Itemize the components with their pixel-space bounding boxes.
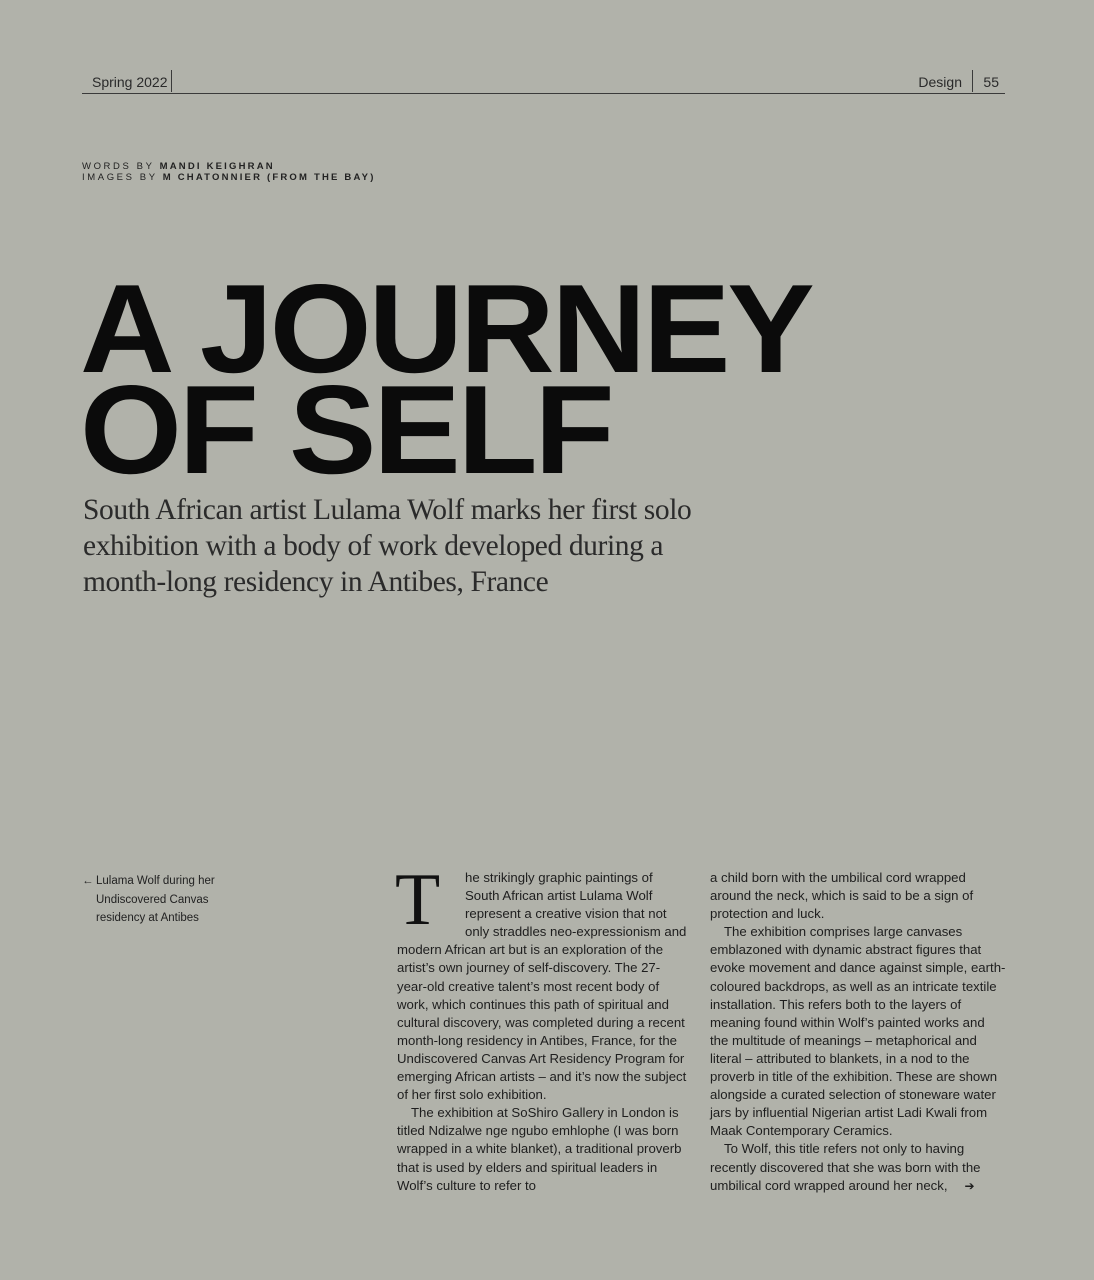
words-credit <box>82 161 376 172</box>
body-column-1 <box>395 859 689 1195</box>
paragraph-text: he strikingly graphic paintings of South African artist Lulama Wolf represent a creative vision that not only straddles neo-expressionism and modern African art but is an exploration of the artist’s own journey of self-discovery. The 27-year-old creative talent’s most recent body of work, which continues this path of spiritual and cultural discovery, was completed during a recent month-long residency in Antibes, France, for the Undiscovered Canvas Art Residency Program for emerging African artists – and it’s now the subject of her first solo exhibition. <box>397 870 687 1103</box>
article-headline <box>80 258 812 500</box>
drop-cap: T <box>395 859 441 941</box>
images-credit <box>82 172 376 183</box>
standfirst: South African artist Lulama Wolf marks her first solo exhibition with a body of work developed during a month-long residency in Antibes, France <box>83 494 692 598</box>
photo-caption <box>82 872 242 928</box>
images-author: M CHATONNIER (FROM THE BAY) <box>162 172 376 183</box>
byline <box>82 161 376 183</box>
header-divider <box>171 70 172 92</box>
words-prefix: WORDS BY <box>82 161 155 172</box>
body-paragraph <box>395 859 689 1104</box>
issue-label: Spring 2022 <box>92 74 168 90</box>
body-paragraph <box>710 1140 1006 1194</box>
body-paragraph: The exhibition at SoShiro Gallery in London is titled Ndizalwe nge ngubo emhlophe (I was born wrapped in a white blanket), a traditional proverb that is used by elders and spiritual leaders in Wolf’s culture to refer to <box>397 1105 682 1193</box>
headline-line-1: A JOURNEY <box>80 258 812 399</box>
body-paragraph: a child born with the umbilical cord wrapped around the neck, which is said to be a sign of protection and luck. <box>710 870 974 922</box>
body-column-2 <box>710 869 1006 1195</box>
continue-arrow-icon: ➔ <box>964 1178 975 1193</box>
caption-text: Lulama Wolf during her Undiscovered Canvas residency at Antibes <box>96 875 215 924</box>
section-label: Design <box>918 74 962 90</box>
page-number: 55 <box>983 74 999 90</box>
arrow-left-icon: ← <box>82 875 94 887</box>
words-author: MANDI KEIGHRAN <box>159 161 275 172</box>
paragraph-text: To Wolf, this title refers not only to having recently discovered that she was born with the umbilical cord wrapped around her neck, <box>710 1141 981 1193</box>
running-header <box>82 70 1005 94</box>
images-prefix: IMAGES BY <box>82 172 158 183</box>
header-divider <box>972 70 973 92</box>
body-paragraph: The exhibition comprises large canvases emblazoned with dynamic abstract figures that evoke movement and dance against simple, earth-coloured backdrops, as well as an intricate textile installation. This refers both to the layers of meaning found within Wolf’s painted works and the multitude of meanings – metaphorical and literal – attributed to blankets, in a nod to the proverb in title of the exhibition. These are shown alongside a curated selection of stoneware water jars by influential Nigerian artist Ladi Kwali from Maak Contemporary Ceramics. <box>710 924 1006 1139</box>
headline-line-2: OF SELF <box>80 359 612 500</box>
